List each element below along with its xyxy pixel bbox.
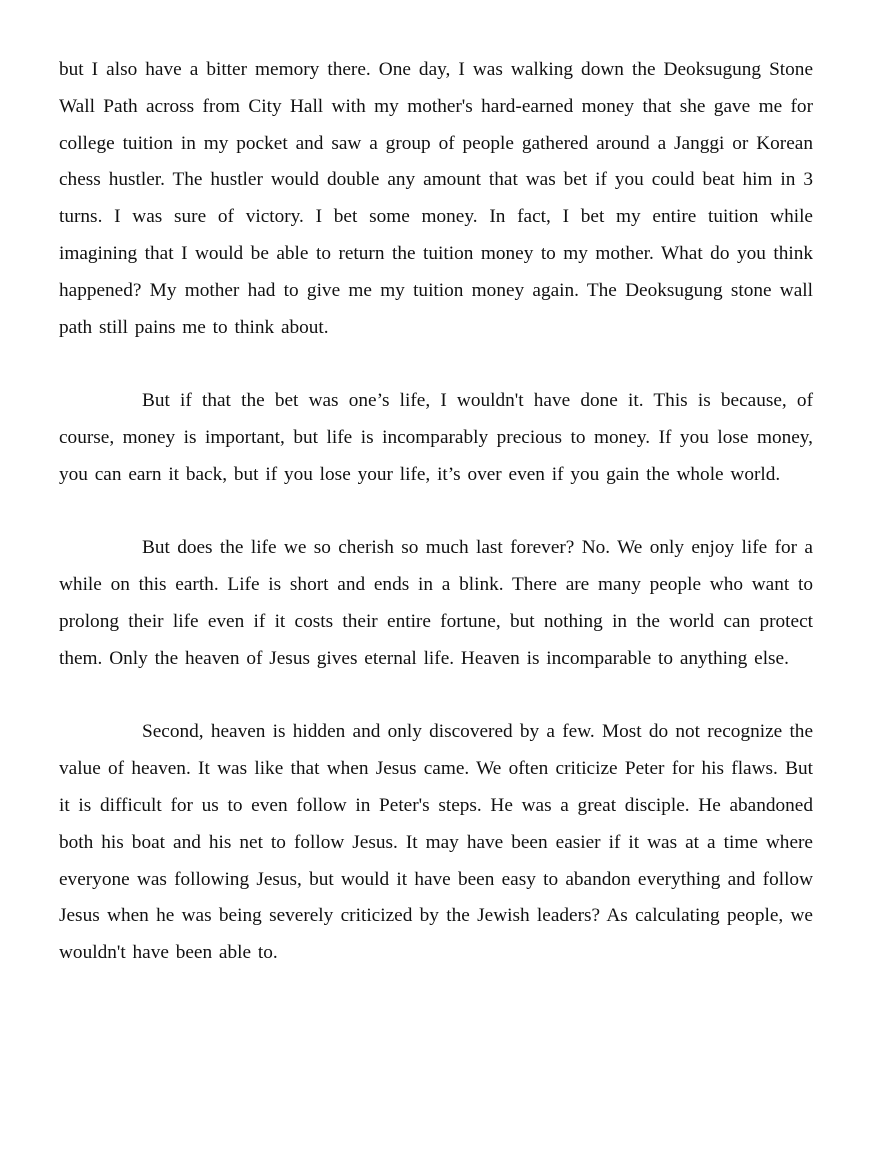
paragraph-life-bet: But if that the bet was one’s life, I wouldn't have done it. This is because, of course, money is important, but life is incomparably precious to money. If you lose money, you can earn it back, but if you lose your life, it’s over even if you gain the whole world. <box>59 390 813 485</box>
document-page <box>59 52 813 972</box>
paragraph-bitter-memory: but I also have a bitter memory there. One day, I was walking down the Deoksugung Stone Wall Path across from City Hall with my mother's hard-earned money that she gave me for college tuition in my pocket and saw a group of people gathered around a Janggi or Korean chess hustler. The hustler would double any amount that was bet if you could beat him in 3 turns. I was sure of victory. I bet some money. In fact, I bet my entire tuition while imagining that I would be able to return the tuition money to my mother. What do you think happened? My mother had to give me my tuition money again. The Deoksugung stone wall path still pains me to think about. <box>59 59 813 338</box>
paragraph-heaven-hidden: Second, heaven is hidden and only discovered by a few. Most do not recognize the value of heaven. It was like that when Jesus came. We often criticize Peter for his flaws. But it is difficult for us to even follow in Peter's steps. He was a great disciple. He abandoned both his boat and his net to follow Jesus. It may have been easier if it was at a time where everyone was following Jesus, but would it have been easy to abandon everything and follow Jesus when he was being severely criticized by the Jewish leaders? As calculating people, we wouldn't have been able to. <box>59 721 813 964</box>
paragraph-eternal-life: But does the life we so cherish so much last forever? No. We only enjoy life for a while on this earth. Life is short and ends in a blink. There are many people who want to prolong their life even if it costs their entire fortune, but nothing in the world can protect them. Only the heaven of Jesus gives eternal life. Heaven is incomparable to anything else. <box>59 537 813 669</box>
